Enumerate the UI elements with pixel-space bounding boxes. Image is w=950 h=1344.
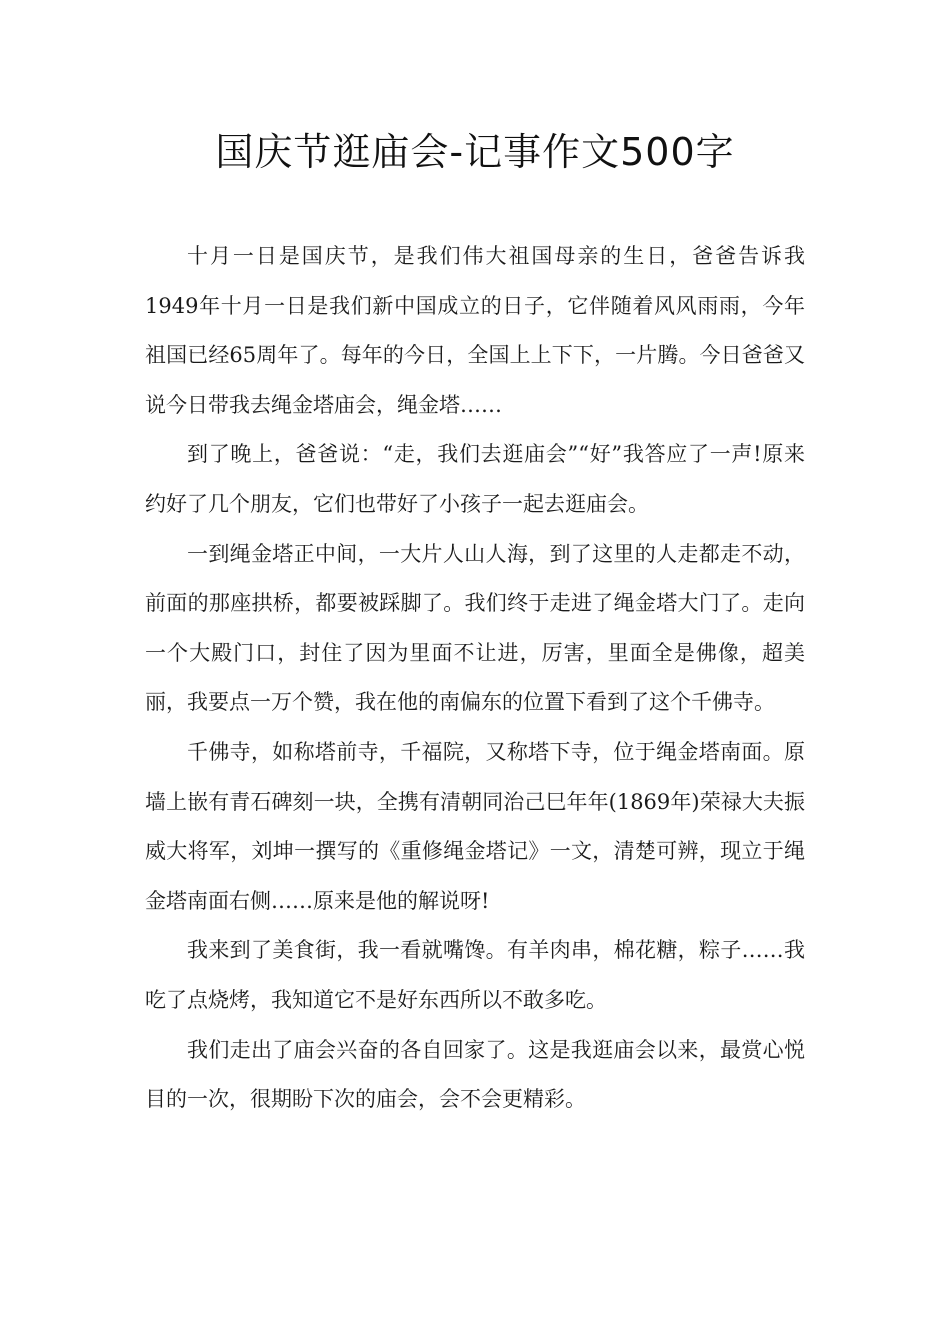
paragraph-2: 到了晚上，爸爸说：“走，我们去逛庙会”“好”我答应了一声!原来约好了几个朋友，它们也带好了小孩子一起去逛庙会。 xyxy=(145,442,805,516)
paragraph-4: 千佛寺，如称塔前寺，千福院，又称塔下寺，位于绳金塔南面。原墙上嵌有青石碑刻一块，全携有清朝同治己巳年年(1869年)荣禄大夫振威大将军，刘坤一撰写的《重修绳金塔记》一文，清楚可辨，现立于绳金塔南面右侧……原来是他的解说呀! xyxy=(145,739,805,913)
document-title: 国庆节逛庙会-记事作文500字 xyxy=(215,130,735,174)
paragraph-1: 十月一日是国庆节，是我们伟大祖国母亲的生日，爸爸告诉我1949年十月一日是我们新中国成立的日子，它伴随着风风雨雨，今年祖国已经65周年了。每年的今日，全国上上下下，一片腾。今日爸爸又说今日带我去绳金塔庙会，绳金塔…… xyxy=(145,244,805,417)
document-body xyxy=(145,232,805,1125)
paragraph-3: 一到绳金塔正中间，一大片人山人海，到了这里的人走都走不动，前面的那座拱桥，都要被踩脚了。我们终于走进了绳金塔大门了。走向一个大殿门口，封住了因为里面不让进，厉害，里面全是佛像，超美丽，我要点一万个赞，我在他的南偏东的位置下看到了这个千佛寺。 xyxy=(145,541,805,715)
paragraph-6: 我们走出了庙会兴奋的各自回家了。这是我逛庙会以来，最赏心悦目的一次，很期盼下次的庙会，会不会更精彩。 xyxy=(145,1037,805,1112)
paragraph-5: 我来到了美食街，我一看就嘴馋。有羊肉串，棉花糖，粽子……我吃了点烧烤，我知道它不是好东西所以不敢多吃。 xyxy=(145,938,805,1012)
